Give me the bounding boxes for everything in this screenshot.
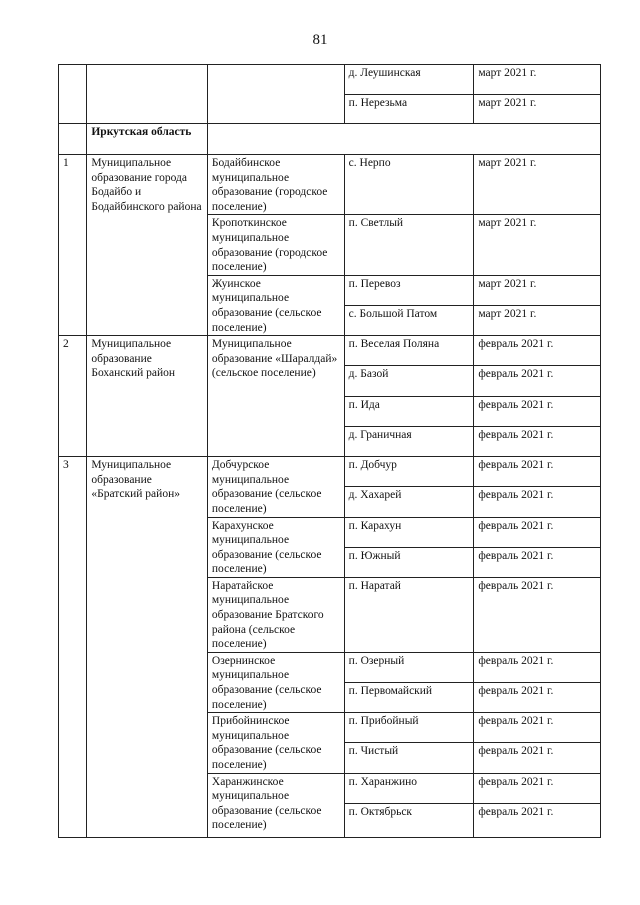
municipality-name: Карахунское муниципальное образование (сельское поселение) xyxy=(207,517,344,577)
settlement-name: п. Перевоз xyxy=(344,275,474,305)
number-cell xyxy=(59,124,87,155)
settlement-name: п. Веселая Поляна xyxy=(344,336,474,366)
date-value: февраль 2021 г. xyxy=(474,803,601,837)
settlement-name: п. Ида xyxy=(344,397,474,427)
municipality-name: Кропоткинское муниципальное образование (городское поселение) xyxy=(207,215,344,275)
municipality-name: Муниципальное образование «Шаралдай» (сельское поселение) xyxy=(207,336,344,457)
district-name: Муниципальное образование Боханский район xyxy=(87,336,208,457)
region-empty-cell xyxy=(207,124,600,155)
table-row xyxy=(59,336,601,366)
date-value: февраль 2021 г. xyxy=(474,487,601,517)
table-body xyxy=(59,65,601,838)
date-value: февраль 2021 г. xyxy=(474,713,601,743)
settlement-name: с. Большой Патом xyxy=(344,305,474,335)
date-value: февраль 2021 г. xyxy=(474,336,601,366)
entry-number: 3 xyxy=(59,457,87,838)
page-number: 81 xyxy=(312,32,328,48)
settlement-name: п. Чистый xyxy=(344,743,474,773)
municipality-name: Жуинское муниципальное образование (сельское поселение) xyxy=(207,275,344,335)
date-value: март 2021 г. xyxy=(474,155,601,215)
date-value: март 2021 г. xyxy=(474,305,601,335)
settlement-name: п. Октябрьск xyxy=(344,803,474,837)
table-row xyxy=(59,457,601,487)
date-cell: март 2021 г. xyxy=(474,65,601,95)
date-value: февраль 2021 г. xyxy=(474,743,601,773)
settlement-name: п. Карахун xyxy=(344,517,474,547)
district-name: Муниципальное образование города Бодайбо и Бодайбинского района xyxy=(87,155,208,336)
settlement-cell: п. Нерезьма xyxy=(344,95,474,124)
settlements-table xyxy=(58,64,601,838)
date-value: февраль 2021 г. xyxy=(474,577,601,652)
municipality-name: Озернинское муниципальное образование (сельское поселение) xyxy=(207,652,344,712)
date-value: февраль 2021 г. xyxy=(474,397,601,427)
region-name: Иркутская область xyxy=(87,124,208,155)
date-value: март 2021 г. xyxy=(474,215,601,275)
municipality-name: Прибойнинское муниципальное образование (сельское поселение) xyxy=(207,713,344,773)
settlement-name: п. Первомайский xyxy=(344,683,474,713)
settlement-cell: д. Леушинская xyxy=(344,65,474,95)
date-value: февраль 2021 г. xyxy=(474,517,601,547)
date-value: февраль 2021 г. xyxy=(474,773,601,803)
date-cell: март 2021 г. xyxy=(474,95,601,124)
municipality-name: Харанжинское муниципальное образование (сельское поселение) xyxy=(207,773,344,837)
municipality-cell xyxy=(207,65,344,124)
entry-number: 1 xyxy=(59,155,87,336)
settlement-name: п. Наратай xyxy=(344,577,474,652)
table-row xyxy=(59,124,601,155)
settlement-name: д. Базой xyxy=(344,366,474,397)
settlement-name: с. Нерпо xyxy=(344,155,474,215)
date-value: февраль 2021 г. xyxy=(474,366,601,397)
date-value: февраль 2021 г. xyxy=(474,547,601,577)
settlement-name: п. Прибойный xyxy=(344,713,474,743)
entry-number: 2 xyxy=(59,336,87,457)
table-row xyxy=(59,155,601,215)
date-value: март 2021 г. xyxy=(474,275,601,305)
settlement-name: п. Южный xyxy=(344,547,474,577)
date-value: февраль 2021 г. xyxy=(474,457,601,487)
municipality-name: Наратайское муниципальное образование Братского района (сельское поселение) xyxy=(207,577,344,652)
municipality-name: Добчурское муниципальное образование (сельское поселение) xyxy=(207,457,344,517)
settlement-name: д. Граничная xyxy=(344,427,474,457)
settlement-name: д. Хахарей xyxy=(344,487,474,517)
district-name: Муниципальное образование «Братский район» xyxy=(87,457,208,838)
district-cell xyxy=(87,65,208,124)
settlement-name: п. Озерный xyxy=(344,652,474,682)
date-value: февраль 2021 г. xyxy=(474,427,601,457)
settlement-name: п. Светлый xyxy=(344,215,474,275)
settlement-name: п. Харанжино xyxy=(344,773,474,803)
date-value: февраль 2021 г. xyxy=(474,652,601,682)
date-value: февраль 2021 г. xyxy=(474,683,601,713)
number-cell xyxy=(59,65,87,124)
table-row xyxy=(59,65,601,95)
settlement-name: п. Добчур xyxy=(344,457,474,487)
municipality-name: Бодайбинское муниципальное образование (городское поселение) xyxy=(207,155,344,215)
